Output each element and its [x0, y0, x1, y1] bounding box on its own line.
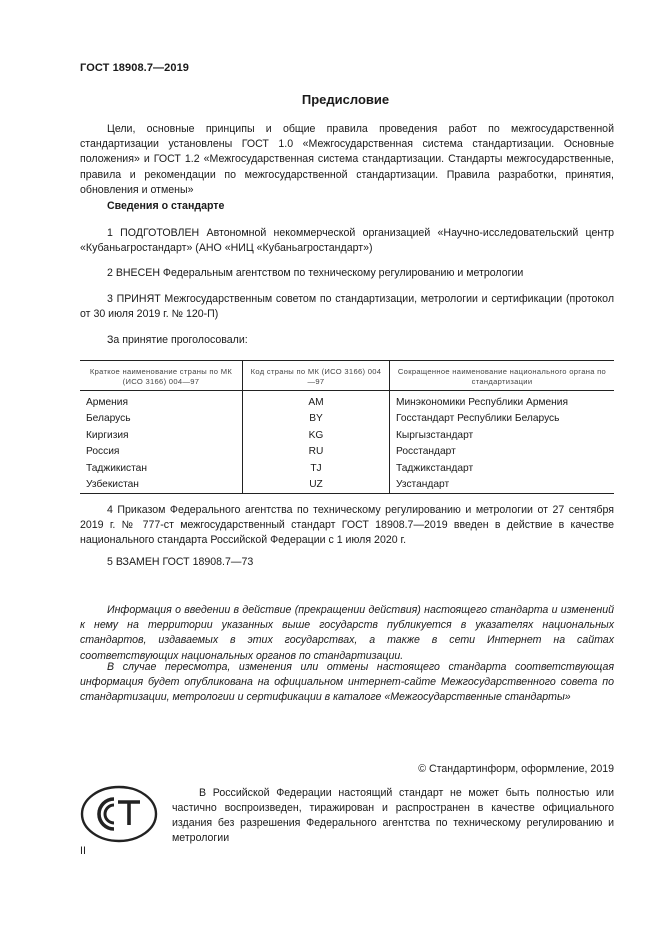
info-paragraph-1 — [80, 603, 614, 664]
section-heading: Сведения о стандарте — [107, 200, 225, 212]
item-1-text: 1 ПОДГОТОВЛЕН Автономной некоммерческой организацией «Научно-исследовательский центр «Кубаньагростандарт» (АНО «НИЦ «Кубаньагростандарт») — [80, 227, 614, 255]
reproduction-notice — [172, 786, 614, 846]
reproduction-notice-text: В Российской Федерации настоящий стандарт не может быть полностью или частично воспроизведен, тиражирован и распространен в качестве официального издания без разрешения Федерального агентства по техническому регулированию и метрологии — [172, 787, 614, 844]
header-national-body: Сокращенное наименование национального органа по стандартизации — [390, 361, 615, 391]
country-name: Узбекистан — [80, 477, 243, 494]
item-2 — [80, 266, 614, 281]
item-1 — [80, 226, 614, 256]
page-number: II — [80, 845, 86, 857]
country-name: Россия — [80, 444, 243, 460]
vote-intro-text: За принятие проголосовали: — [107, 334, 248, 346]
table-header-row — [80, 361, 614, 391]
country-name: Киргизия — [80, 428, 243, 444]
copyright-line: © Стандартинформ, оформление, 2019 — [418, 763, 614, 775]
table-row — [80, 428, 614, 444]
country-code: RU — [243, 444, 390, 460]
country-code: TJ — [243, 461, 390, 477]
national-body: Кыргызстандарт — [396, 429, 474, 441]
country-name: Таджикистан — [80, 461, 243, 477]
intro-text: Цели, основные принципы и общие правила проведения работ по межгосударственной стандартизации установлены ГОСТ 1.0 «Межгосударственная система стандартизации. Основные положения» и ГОСТ 1.2 «Межгосударственная система стандартизации. Стандарты межгосударственные, правила и рекомендации по межгосударственной стандартизации. Правила разработки, принятия, обновления и отмены» — [80, 123, 614, 196]
table-row — [80, 395, 614, 411]
header-country-name: Краткое наименование страны по МК (ИСО 3166) 004—97 — [80, 361, 243, 391]
item-2-text: 2 ВНЕСЕН Федеральным агентством по техническому регулированию и метрологии — [107, 267, 524, 279]
national-body: Таджикстандарт — [396, 462, 474, 474]
national-body: Росстандарт — [396, 446, 456, 458]
document-code: ГОСТ 18908.7—2019 — [80, 62, 190, 74]
item-5-text: 5 ВЗАМЕН ГОСТ 18908.7—73 — [107, 556, 254, 568]
item-3-text: 3 ПРИНЯТ Межгосударственным советом по стандартизации, метрологии и сертификации (протокол от 30 июля 2019 г. № 120-П) — [80, 293, 614, 321]
national-body: Госстандарт Республики Беларусь — [396, 413, 560, 425]
info-paragraph-1-text: Информация о введении в действие (прекращении действия) настоящего стандарта и изменений к нему на территории указанных выше государств публикуется в указателях национальных стандартов, издаваемых в этих государствах, а также в сети Интернет на сайтах соответствующих национальных органов по стандартизации. — [80, 604, 614, 662]
country-name: Армения — [80, 395, 243, 411]
info-paragraph-2 — [80, 660, 614, 706]
table-row — [80, 444, 614, 460]
table-row — [80, 411, 614, 427]
country-name: Беларусь — [80, 411, 243, 427]
country-code: BY — [243, 411, 390, 427]
intro-paragraph — [80, 122, 614, 198]
gost-r-certification-mark-icon — [80, 785, 158, 843]
country-code: UZ — [243, 477, 390, 494]
item-5 — [80, 555, 614, 570]
item-3 — [80, 292, 614, 322]
national-body: Узстандарт — [396, 479, 450, 491]
table-row — [80, 477, 614, 494]
page-title: Предисловие — [301, 92, 390, 107]
table-row — [80, 461, 614, 477]
voting-countries-table — [80, 360, 614, 494]
item-4-text: 4 Приказом Федерального агентства по техническому регулированию и метрологии от 27 сентября 2019 г. № 777-ст межгосударственный стандарт ГОСТ 18908.7—2019 введен в действие в качестве национального стандарта Российской Федерации с 1 июля 2020 г. — [80, 504, 614, 547]
vote-intro — [80, 333, 614, 348]
country-code: AM — [243, 395, 390, 411]
country-code: KG — [243, 428, 390, 444]
item-4 — [80, 503, 614, 549]
header-country-code: Код страны по МК (ИСО 3166) 004—97 — [243, 361, 390, 391]
national-body: Минэкономики Республики Армения — [396, 397, 568, 408]
info-paragraph-2-text: В случае пересмотра, изменения или отмены настоящего стандарта соответствующая информация будет опубликована на официальном интернет-сайте Межгосударственного совета по стандартизации, метрологии и сертификации в каталоге «Межгосударственные стандарты» — [80, 661, 614, 704]
